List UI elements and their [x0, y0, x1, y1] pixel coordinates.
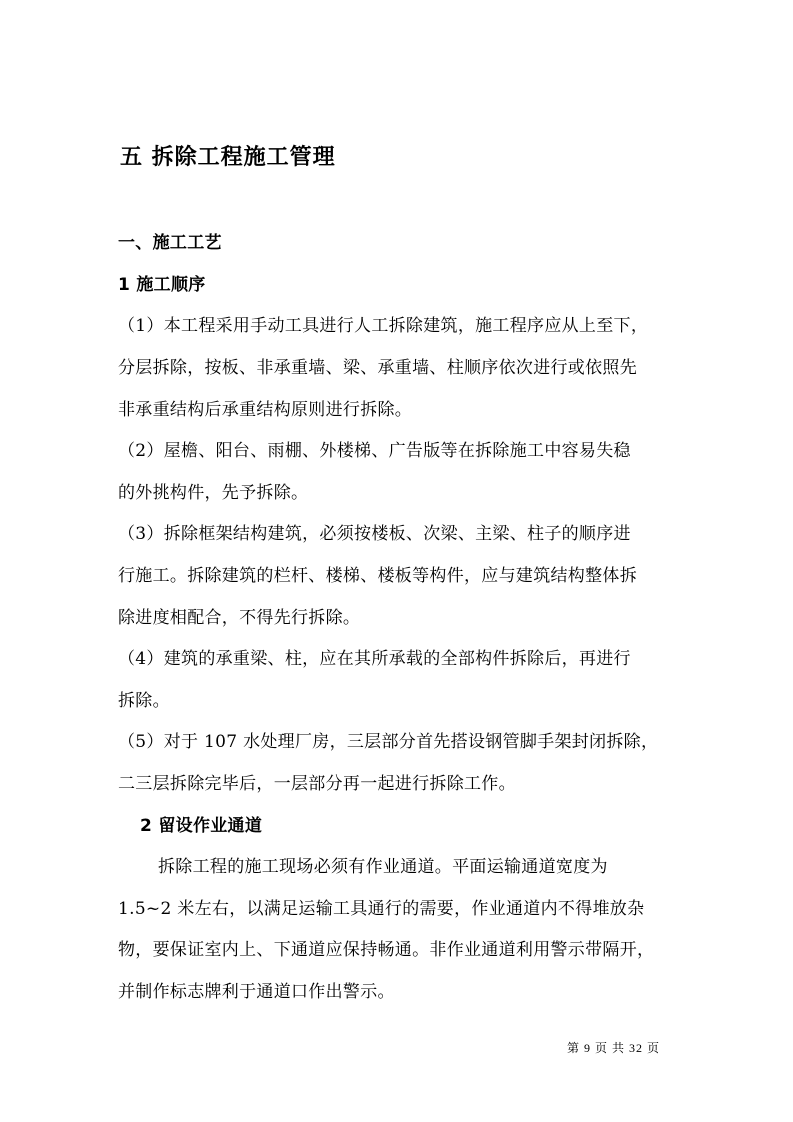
paragraph-line: 非承重结构后承重结构原则进行拆除。 [118, 400, 413, 420]
part1-heading: 1 施工顺序 [118, 275, 206, 295]
paragraph-line: 并制作标志牌利于通道口作出警示。 [118, 982, 395, 1002]
paragraph-line: 行施工。拆除建筑的栏杆、楼梯、楼板等构件，应与建筑结构整体拆 [118, 566, 637, 586]
paragraph-line: 1.5~2 米左右，以满足运输工具通行的需要，作业通道内不得堆放杂 [118, 899, 645, 919]
paragraph-line: 除进度相配合，不得先行拆除。 [118, 608, 361, 628]
paragraph-line: （2）屋檐、阳台、雨棚、外楼梯、广告版等在拆除施工中容易失稳 [118, 441, 631, 461]
paragraph-line: （5）对于 107 水处理厂房，三层部分首先搭设钢管脚手架封闭拆除， [118, 732, 659, 752]
paragraph-line: （1）本工程采用手动工具进行人工拆除建筑，施工程序应从上至下， [118, 316, 649, 336]
paragraph-line: 物，要保证室内上、下通道应保持畅通。非作业通道利用警示带隔开， [118, 940, 655, 960]
paragraph-line: （4）建筑的承重梁、柱，应在其所承载的全部构件拆除后，再进行 [118, 649, 631, 669]
paragraph-line: 分层拆除，按板、非承重墙、梁、承重墙、柱顺序依次进行或依照先 [118, 358, 637, 378]
paragraph-line: 二三层拆除完毕后，一层部分再一起进行拆除工作。 [118, 774, 516, 794]
paragraph-line: 拆除工程的施工现场必须有作业通道。平面运输通道宽度为 [158, 857, 608, 877]
part2-heading: 2 留设作业通道 [140, 816, 263, 836]
subsection-heading: 一、施工工艺 [118, 233, 222, 253]
page-number: 第 9 页 共 32 页 [567, 1041, 661, 1055]
section-title: 五 拆除工程施工管理 [120, 145, 336, 170]
paragraph-line: 的外挑构件，先予拆除。 [118, 483, 309, 503]
paragraph-line: （3）拆除框架结构建筑，必须按楼板、次梁、主梁、柱子的顺序进 [118, 524, 631, 544]
paragraph-line: 拆除。 [118, 691, 170, 711]
